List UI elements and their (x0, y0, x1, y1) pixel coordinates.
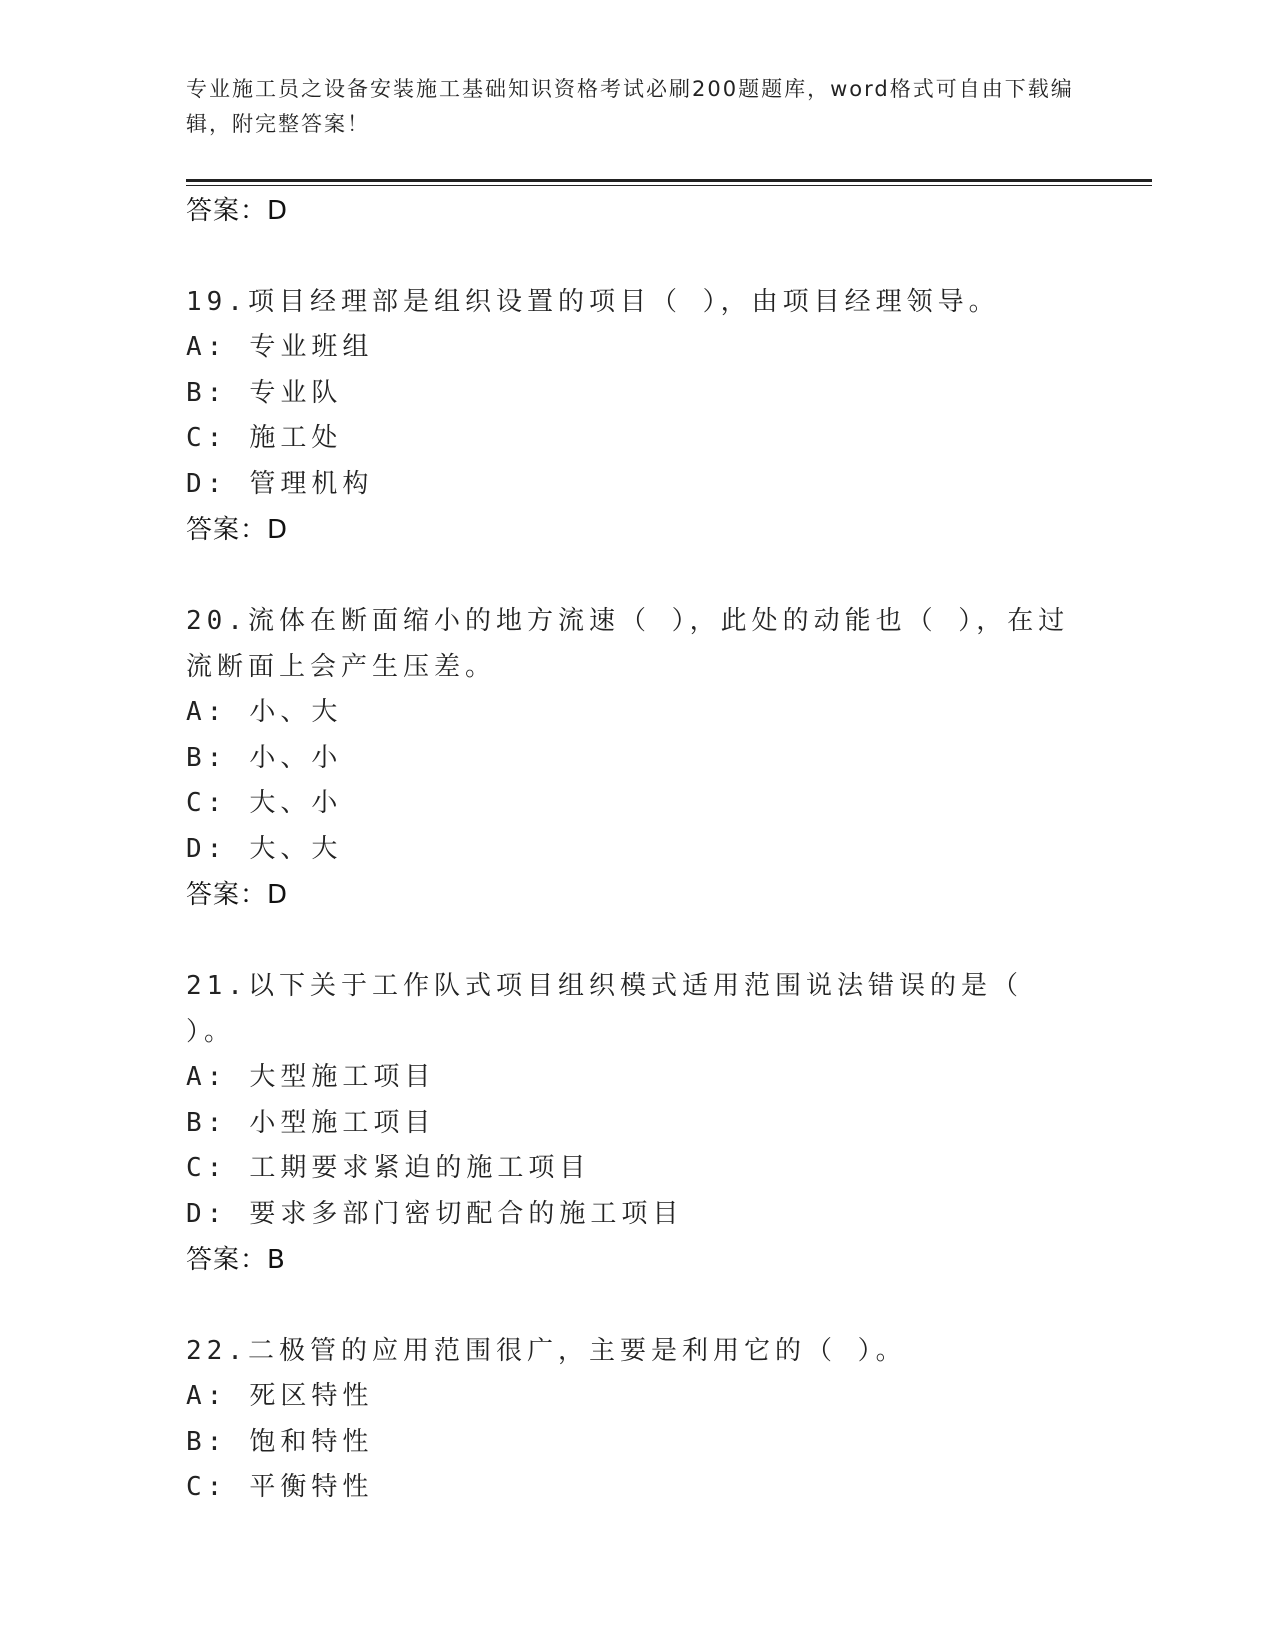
option-d (186, 462, 1152, 508)
option-letter: D: (186, 1198, 228, 1229)
answer-line: 答案：D (186, 196, 289, 226)
option-letter: C: (186, 1153, 228, 1183)
option-text: 施工处 (249, 423, 343, 453)
answer-line: 答案：D (186, 880, 289, 910)
answer-line: 答案：B (186, 1245, 286, 1275)
option-c (186, 1465, 1152, 1511)
option-letter: B: (186, 1107, 228, 1138)
option-letter: B: (186, 377, 228, 408)
option-a (186, 690, 1152, 736)
option-text: 平衡特性 (249, 1472, 374, 1502)
question-19 (186, 279, 1152, 553)
question-stem: 19.项目经理部是组织设置的项目（ ），由项目经理领导。 (186, 287, 1000, 317)
option-letter: D: (186, 833, 228, 864)
option-text: 小型施工项目 (249, 1107, 436, 1138)
option-d (186, 1192, 1152, 1238)
option-c (186, 781, 1152, 827)
option-b (186, 371, 1152, 417)
question-stem: 20.流体在断面缩小的地方流速（ ），此处的动能也（ ），在过流断面上会产生压差。 (186, 606, 1070, 682)
option-letter: A: (186, 332, 228, 362)
option-a (186, 1374, 1152, 1420)
option-text: 小、大 (249, 697, 343, 727)
option-c (186, 416, 1152, 462)
option-letter: A: (186, 1381, 228, 1411)
question-stem: 22.二极管的应用范围很广，主要是利用它的（ ）。 (186, 1336, 907, 1366)
question-stem: 21.以下关于工作队式项目组织模式适用范围说法错误的是（ ）。 (186, 971, 1023, 1047)
answer-line: 答案：D (186, 515, 289, 545)
document-content (186, 188, 1152, 1511)
option-b (186, 1420, 1152, 1466)
option-text: 要求多部门密切配合的施工项目 (249, 1198, 684, 1229)
question-21 (186, 963, 1152, 1283)
option-letter: B: (186, 742, 228, 773)
document-header: 专业施工员之设备安装施工基础知识资格考试必刷200题题库，word格式可自由下载编辑，附完整答案！ (186, 77, 1074, 136)
option-text: 大型施工项目 (249, 1062, 436, 1092)
option-c (186, 1146, 1152, 1192)
question-22 (186, 1328, 1152, 1511)
option-text: 大、大 (249, 833, 343, 864)
option-a (186, 325, 1152, 371)
option-text: 大、小 (249, 788, 343, 818)
option-text: 专业队 (249, 377, 343, 408)
option-letter: C: (186, 788, 228, 818)
option-text: 工期要求紧迫的施工项目 (249, 1153, 591, 1183)
option-letter: B: (186, 1426, 228, 1457)
header-rule-thick (186, 179, 1152, 182)
option-letter: D: (186, 468, 228, 499)
option-letter: C: (186, 1472, 228, 1502)
option-text: 专业班组 (249, 332, 374, 362)
question-20 (186, 598, 1152, 918)
header-rule-thin (186, 185, 1152, 186)
option-letter: C: (186, 423, 228, 453)
option-text: 小、小 (249, 742, 343, 773)
option-text: 饱和特性 (249, 1426, 374, 1457)
option-letter: A: (186, 697, 228, 727)
option-b (186, 1101, 1152, 1147)
option-d (186, 827, 1152, 873)
option-b (186, 736, 1152, 782)
option-letter: A: (186, 1062, 228, 1092)
option-text: 死区特性 (249, 1381, 374, 1411)
option-a (186, 1055, 1152, 1101)
option-text: 管理机构 (249, 468, 374, 499)
